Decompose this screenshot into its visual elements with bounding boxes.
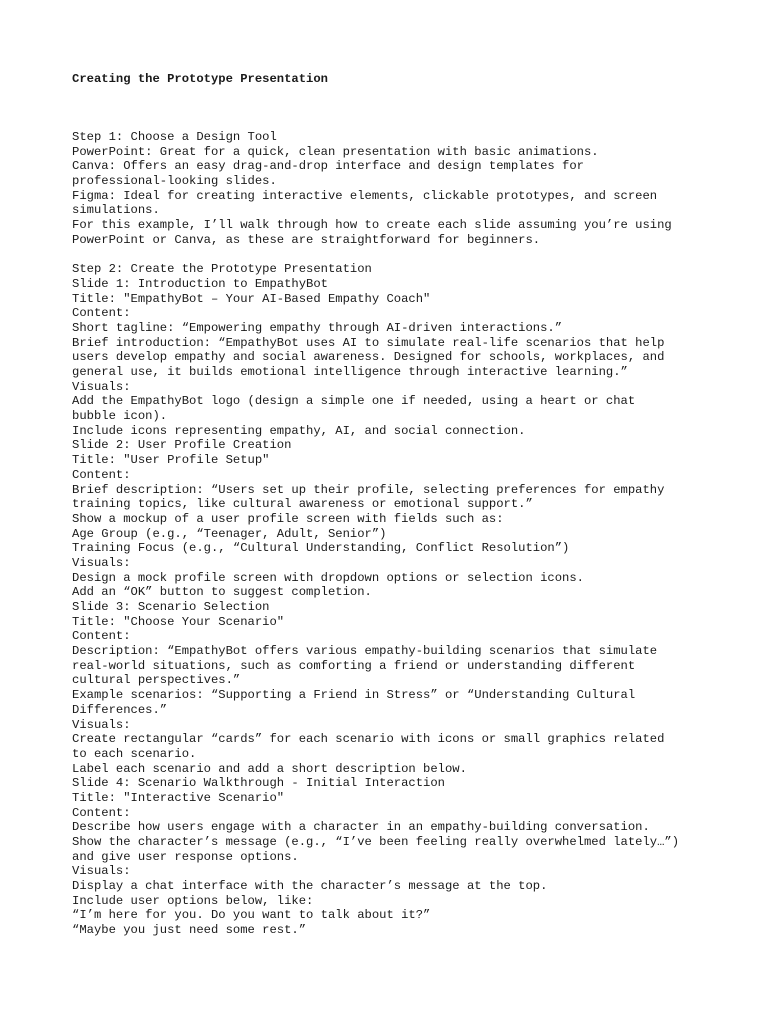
text-line: Figma: Ideal for creating interactive elements, clickable prototypes, and screen (72, 188, 658, 203)
text-line: Brief introduction: “EmpathyBot uses AI to simulate real-life scenarios that help (72, 335, 665, 350)
text-line: cultural perspectives.” (72, 673, 241, 688)
text-line: PowerPoint: Great for a quick, clean presentation with basic animations. (72, 144, 599, 159)
text-line: Title: "Choose Your Scenario" (72, 614, 285, 629)
text-line: bubble icon). (72, 409, 168, 424)
text-line: Display a chat interface with the character’s message at the top. (72, 879, 548, 894)
text-line: Step 1: Choose a Design Tool (72, 130, 277, 144)
text-line: Add an “OK” button to suggest completion. (72, 585, 372, 600)
text-line: For this example, I’ll walk through how to create each slide assuming you’re using (72, 218, 672, 233)
document-body (72, 130, 712, 938)
document-title: Creating the Prototype Presentation (72, 72, 328, 86)
text-line: general use, it builds emotional intelligence through interactive learning.” (72, 365, 628, 379)
text-line: Title: "User Profile Setup" (72, 453, 270, 468)
text-line: real-world situations, such as comforting a friend or understanding different (72, 658, 636, 673)
text-line: “I’m here for you. Do you want to talk about it?” (72, 908, 431, 923)
text-line: Slide 2: User Profile Creation (72, 438, 292, 453)
text-line: Describe how users engage with a character in an empathy-building conversation. (72, 820, 650, 835)
text-line: Training Focus (e.g., “Cultural Understanding, Conflict Resolution”) (72, 541, 570, 556)
text-line: Slide 4: Scenario Walkthrough - Initial Interaction (72, 776, 445, 791)
text-line: Content: (72, 629, 131, 644)
text-line: Step 2: Create the Prototype Presentation (72, 262, 372, 277)
text-line: Content: (72, 805, 131, 820)
text-line: training topics, like cultural awareness or emotional support.” (72, 497, 533, 512)
text-line: Include user options below, like: (72, 893, 314, 908)
text-line: Differences.” (72, 702, 168, 717)
text-line: Design a mock profile screen with dropdown options or selection icons. (72, 570, 584, 585)
text-line: professional-looking slides. (72, 174, 277, 189)
text-line: Show the character’s message (e.g., “I’ve been feeling really overwhelmed lately…”) (72, 835, 680, 849)
text-line: Description: “EmpathyBot offers various empathy-building scenarios that simulate (72, 644, 658, 659)
text-line: and give user response options. (72, 849, 299, 864)
text-line: Show a mockup of a user profile screen with fields such as: (72, 511, 504, 526)
text-line: simulations. (72, 203, 160, 218)
text-line: Visuals: (72, 555, 131, 570)
text-line: Visuals: (72, 717, 131, 732)
text-line: Slide 1: Introduction to EmpathyBot (72, 276, 328, 291)
text-line: PowerPoint or Canva, as these are straightforward for beginners. (72, 232, 541, 247)
text-line: Create rectangular “cards” for each scenario with icons or small graphics related (72, 732, 665, 747)
text-line: “Maybe you just need some rest.” (72, 923, 307, 938)
text-line: Include icons representing empathy, AI, and social connection. (72, 423, 526, 438)
text-line: Content: (72, 306, 131, 321)
text-line: Title: "EmpathyBot – Your AI-Based Empathy Coach" (72, 291, 431, 306)
text-line: Brief description: “Users set up their profile, selecting preferences for empathy (72, 482, 665, 497)
text-line: Content: (72, 467, 131, 482)
text-line: Title: "Interactive Scenario" (72, 790, 285, 805)
text-line: users develop empathy and social awareness. Designed for schools, workplaces, and (72, 350, 665, 365)
text-line: Add the EmpathyBot logo (design a simple one if needed, using a heart or chat (72, 394, 636, 409)
text-line: Canva: Offers an easy drag-and-drop interface and design templates for (72, 159, 584, 174)
blank-line (72, 248, 712, 263)
text-line: Short tagline: “Empowering empathy through AI-driven interactions.” (72, 320, 563, 335)
text-line: Visuals: (72, 864, 131, 879)
text-line: Visuals: (72, 379, 131, 394)
text-line: Slide 3: Scenario Selection (72, 600, 270, 614)
text-line: Age Group (e.g., “Teenager, Adult, Senior”) (72, 526, 387, 541)
text-line: to each scenario. (72, 746, 197, 761)
text-line: Example scenarios: “Supporting a Friend in Stress” or “Understanding Cultural (72, 688, 636, 703)
text-line: Label each scenario and add a short description below. (72, 761, 467, 776)
